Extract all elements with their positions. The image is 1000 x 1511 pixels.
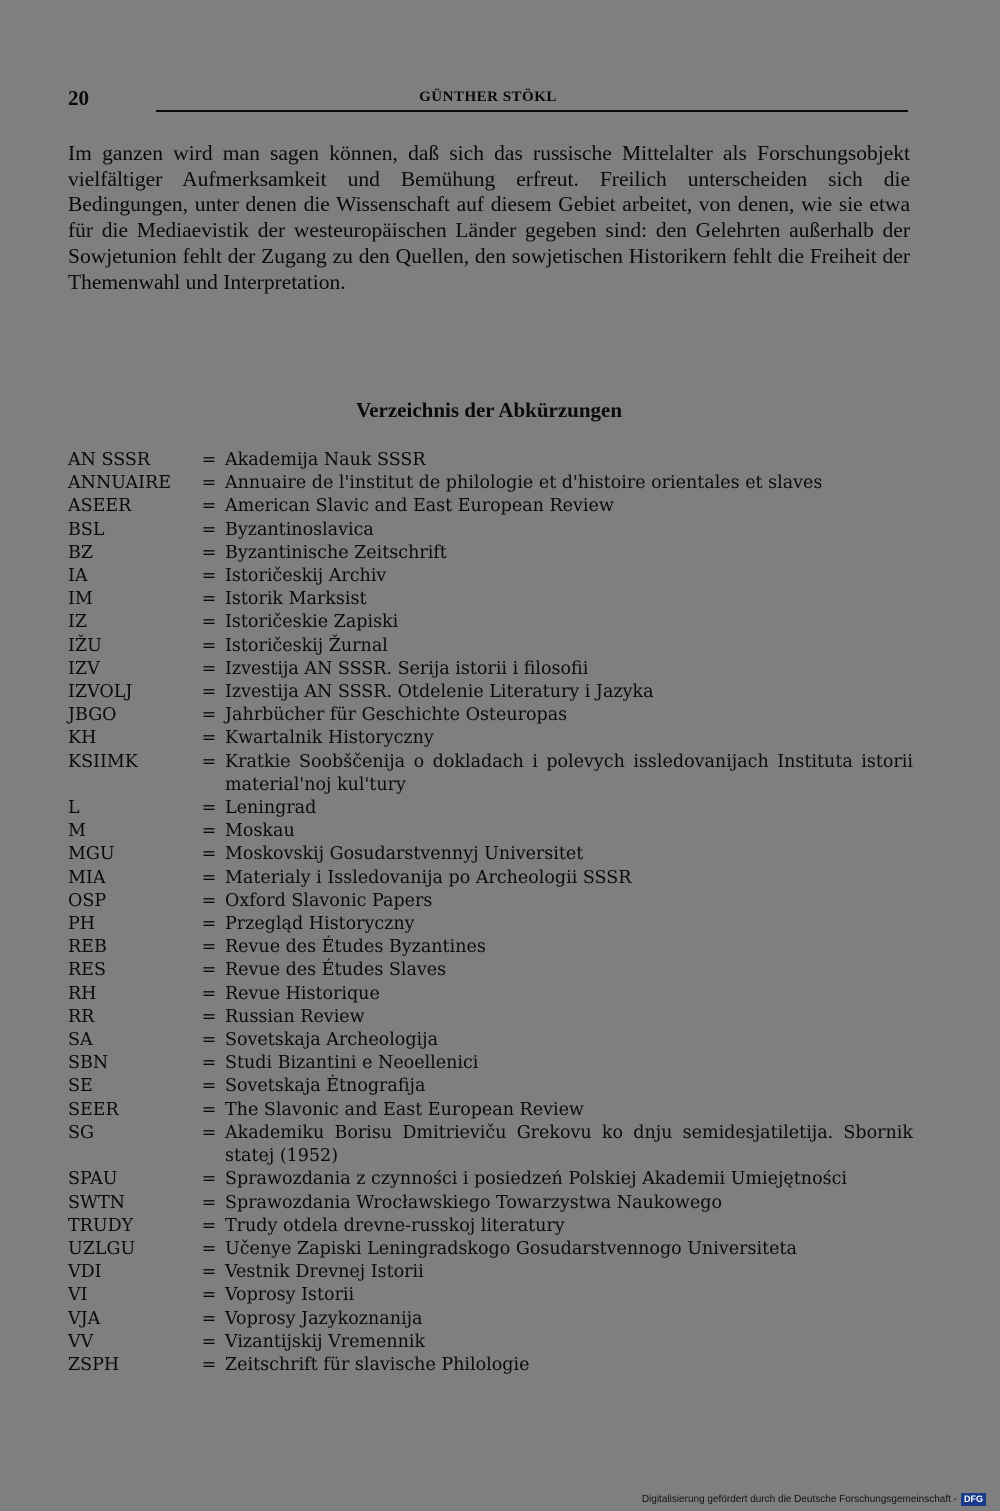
page-number: 20 xyxy=(68,86,89,110)
abbreviation-term: AN SSSR xyxy=(68,450,151,470)
abbreviation-row xyxy=(68,1308,913,1331)
abbreviation-expansion: Revue Historique xyxy=(225,983,380,1004)
abbreviation-expansion: Jahrbücher für Geschichte Osteuropas xyxy=(225,705,568,726)
abbreviation-expansion: Leningrad xyxy=(225,798,317,819)
abbreviation-expansion: Voprosy Jazykoznanija xyxy=(225,1308,423,1329)
abbreviation-row xyxy=(68,867,913,890)
abbreviation-term: SA xyxy=(68,1030,93,1051)
equals-sign: = xyxy=(201,728,217,749)
abbreviation-term: TRUDY xyxy=(68,1215,134,1236)
equals-sign: = xyxy=(201,1215,217,1236)
abbreviation-row xyxy=(68,542,913,565)
abbreviation-term: SPAU xyxy=(68,1169,118,1190)
equals-sign: = xyxy=(201,1006,217,1027)
equals-sign: = xyxy=(201,1192,217,1213)
abbreviation-expansion: Istoričeskij Archiv xyxy=(225,566,387,587)
section-title: Verzeichnis der Abkürzungen xyxy=(355,398,623,422)
abbreviation-row xyxy=(68,1006,913,1029)
abbreviation-expansion: Moskau xyxy=(225,821,295,842)
abbreviation-term: IZV xyxy=(68,658,100,679)
running-head: GÜNTHER STÖKL xyxy=(419,89,557,105)
abbreviation-expansion: Akademiku Borisu Dmitrieviču Grekovu ko dnju semidesjatiletija. Sbornik statej (1952) xyxy=(225,1122,913,1167)
abbreviation-row xyxy=(68,611,913,634)
abbreviation-row xyxy=(68,1192,913,1215)
abbreviation-row xyxy=(68,983,913,1006)
abbreviation-term: BZ xyxy=(68,542,94,563)
abbreviation-row xyxy=(68,1284,913,1307)
abbreviation-expansion: Sovetskaja Ėtnografija xyxy=(225,1076,426,1097)
abbreviation-expansion: Annuaire de l'institut de philologie et d'histoire orientales et slaves xyxy=(225,473,823,494)
body-paragraph: Im ganzen wird man sagen können, daß sich das russische Mittelalter als Forschungsobjekt vielfältiger Aufmerksamkeit und Bemühung erfreut. Freilich unterscheiden sich die Bedingungen, unter denen die Wissenschaft auf diesem Gebiet arbeitet, von denen, wie sie etwa für die Mediaevistik der westeuropäischen Länder gegeben sind: den Gelehrten außerhalb der Sowjetunion fehlt der Zugang zu den Quellen, den sowjetischen Historikern fehlt die Freiheit der Themenwahl und Interpretation. xyxy=(68,141,910,294)
abbreviation-term: RR xyxy=(68,1006,95,1027)
abbreviation-row xyxy=(68,727,913,750)
equals-sign: = xyxy=(201,1262,217,1283)
equals-sign: = xyxy=(201,519,217,540)
equals-sign: = xyxy=(201,658,217,679)
abbreviation-term: REB xyxy=(68,937,107,958)
equals-sign: = xyxy=(201,821,217,842)
header-rule xyxy=(156,110,908,112)
equals-sign: = xyxy=(201,867,217,888)
equals-sign: = xyxy=(201,612,217,633)
abbreviation-term: IZVOLJ xyxy=(68,682,133,703)
abbreviation-row xyxy=(68,658,913,681)
equals-sign: = xyxy=(201,1076,217,1097)
abbreviation-term: IM xyxy=(68,589,93,610)
abbreviation-expansion: Byzantinoslavica xyxy=(225,519,374,540)
abbreviation-expansion: Materialy i Issledovanija po Archeologii SSSR xyxy=(225,867,632,888)
abbreviation-expansion: Russian Review xyxy=(225,1006,365,1027)
abbreviation-term: VI xyxy=(68,1285,88,1306)
abbreviation-row xyxy=(68,519,913,542)
equals-sign: = xyxy=(201,983,217,1004)
equals-sign: = xyxy=(201,937,217,958)
abbreviation-term: VDI xyxy=(68,1262,102,1283)
abbreviation-row xyxy=(68,588,913,611)
abbreviation-row xyxy=(68,1029,913,1052)
abbreviation-expansion: The Slavonic and East European Review xyxy=(225,1099,584,1120)
abbreviation-term: UZLGU xyxy=(68,1238,136,1259)
abbreviation-term: MGU xyxy=(68,844,115,865)
abbreviation-row xyxy=(68,681,913,704)
equals-sign: = xyxy=(201,1285,217,1306)
abbreviation-expansion: Istoričeskij Žurnal xyxy=(225,635,388,656)
abbreviation-expansion: Przegląd Historyczny xyxy=(225,914,415,935)
digitization-credit xyxy=(642,1493,986,1506)
abbreviation-expansion: Izvestija AN SSSR. Serija istorii i filosofii xyxy=(225,658,589,679)
abbreviation-expansion: Akademija Nauk SSSR xyxy=(225,450,426,470)
equals-sign: = xyxy=(201,682,217,703)
equals-sign: = xyxy=(201,1122,217,1143)
equals-sign: = xyxy=(201,960,217,981)
abbreviation-term: VJA xyxy=(68,1308,101,1329)
equals-sign: = xyxy=(201,798,217,819)
abbreviation-term: BSL xyxy=(68,519,105,540)
abbreviation-expansion: Vestnik Drevnej Istorii xyxy=(225,1262,424,1283)
abbreviation-term: IŽU xyxy=(68,635,102,656)
dfg-logo: DFG xyxy=(961,1493,986,1506)
abbreviation-expansion: Moskovskij Gosudarstvennyj Universitet xyxy=(225,844,584,865)
abbreviation-term: KH xyxy=(68,728,97,749)
equals-sign: = xyxy=(201,1053,217,1074)
abbreviation-term: IZ xyxy=(68,612,88,633)
page-header xyxy=(68,86,908,114)
equals-sign: = xyxy=(201,635,217,656)
abbreviation-expansion: Sprawozdania Wrocławskiego Towarzystwa Naukowego xyxy=(225,1192,723,1213)
equals-sign: = xyxy=(201,1354,217,1375)
equals-sign: = xyxy=(201,566,217,587)
abbreviation-row xyxy=(68,704,913,727)
abbreviation-term: M xyxy=(68,821,86,842)
abbreviation-row xyxy=(68,1052,913,1075)
equals-sign: = xyxy=(201,1308,217,1329)
abbreviation-row xyxy=(68,751,913,797)
abbreviation-row xyxy=(68,1331,913,1354)
abbreviation-row xyxy=(68,936,913,959)
equals-sign: = xyxy=(201,1169,217,1190)
abbreviation-expansion: American Slavic and East European Review xyxy=(225,496,614,517)
abbreviation-term: PH xyxy=(68,914,96,935)
equals-sign: = xyxy=(201,844,217,865)
abbreviation-row xyxy=(68,1261,913,1284)
abbreviation-expansion: Učenye Zapiski Leningradskogo Gosudarstvennogo Universiteta xyxy=(225,1238,797,1259)
abbreviation-term: ANNUAIRE xyxy=(68,473,171,494)
equals-sign: = xyxy=(201,473,217,494)
abbreviation-row xyxy=(68,1099,913,1122)
abbreviation-term: SBN xyxy=(68,1053,109,1074)
abbreviation-term: RH xyxy=(68,983,97,1004)
equals-sign: = xyxy=(201,589,217,610)
abbreviation-expansion: Istorik Marksist xyxy=(225,589,367,610)
abbreviation-term: SE xyxy=(68,1076,93,1097)
abbreviation-row xyxy=(68,449,913,472)
equals-sign: = xyxy=(201,542,217,563)
abbreviation-expansion: Izvestija AN SSSR. Otdelenie Literatury i Jazyka xyxy=(225,682,654,703)
abbreviation-expansion: Istoričeskie Zapiski xyxy=(225,612,399,633)
abbreviation-row xyxy=(68,1354,913,1377)
abbreviation-term: MIA xyxy=(68,867,106,888)
abbreviation-expansion: Zeitschrift für slavische Philologie xyxy=(225,1354,530,1375)
abbreviation-row xyxy=(68,1215,913,1238)
abbreviation-row xyxy=(68,913,913,936)
equals-sign: = xyxy=(201,1238,217,1259)
abbreviation-row xyxy=(68,890,913,913)
abbreviation-term: IA xyxy=(68,566,88,587)
abbreviation-row xyxy=(68,959,913,982)
equals-sign: = xyxy=(201,705,217,726)
credit-text: Digitalisierung gefördert durch die Deutsche Forschungsgemeinschaft - xyxy=(641,1494,957,1505)
abbreviation-term: VV xyxy=(68,1331,94,1352)
equals-sign: = xyxy=(201,1331,217,1352)
abbreviation-expansion: Kwartalnik Historyczny xyxy=(225,728,434,749)
abbreviation-term: SWTN xyxy=(68,1192,125,1213)
abbreviation-expansion: Revue des Études Slaves xyxy=(225,960,447,981)
abbreviation-expansion: Voprosy Istorii xyxy=(225,1285,355,1306)
abbreviation-term: ASEER xyxy=(68,496,132,517)
abbreviation-expansion: Revue des Études Byzantines xyxy=(225,937,486,958)
abbreviation-expansion: Byzantinische Zeitschrift xyxy=(225,542,447,563)
abbreviation-term: JBGO xyxy=(68,705,117,726)
abbreviation-row xyxy=(68,565,913,588)
abbreviation-expansion: Oxford Slavonic Papers xyxy=(225,890,433,911)
equals-sign: = xyxy=(201,1099,217,1120)
abbreviation-term: SEER xyxy=(68,1099,119,1120)
equals-sign: = xyxy=(201,496,217,517)
abbreviation-term: SG xyxy=(68,1122,94,1143)
abbreviation-term: KSIIMK xyxy=(68,751,138,772)
equals-sign: = xyxy=(201,914,217,935)
abbreviation-row xyxy=(68,797,913,820)
equals-sign: = xyxy=(201,751,217,772)
abbreviation-row xyxy=(68,1238,913,1261)
abbreviation-expansion: Vizantijskij Vremennik xyxy=(225,1331,426,1352)
abbreviation-expansion: Sprawozdania z czynności i posiedzeń Polskiej Akademii Umiejętności xyxy=(225,1169,847,1190)
abbreviation-row xyxy=(68,1075,913,1098)
abbreviation-row xyxy=(68,495,913,518)
equals-sign: = xyxy=(201,890,217,911)
abbreviation-term: L xyxy=(68,798,80,819)
abbreviation-term: ZSPH xyxy=(68,1354,120,1375)
abbreviation-list xyxy=(68,449,913,1377)
abbreviation-expansion: Sovetskaja Archeologija xyxy=(225,1030,438,1051)
abbreviation-term: OSP xyxy=(68,890,107,911)
abbreviation-row xyxy=(68,1168,913,1191)
abbreviation-row xyxy=(68,820,913,843)
abbreviation-expansion: Trudy otdela drevne-russkoj literatury xyxy=(225,1215,565,1236)
abbreviation-row xyxy=(68,843,913,866)
abbreviation-expansion: Kratkie Soobščenija o dokladach i polevych issledovanijach Instituta istorii material'noj kul'tury xyxy=(225,751,913,795)
abbreviation-row xyxy=(68,1122,913,1168)
equals-sign: = xyxy=(201,450,217,470)
abbreviation-term: RES xyxy=(68,960,106,981)
abbreviation-row xyxy=(68,635,913,658)
abbreviation-row xyxy=(68,472,913,495)
abbreviation-expansion: Studi Bizantini e Neoellenici xyxy=(225,1053,479,1074)
equals-sign: = xyxy=(201,1030,217,1051)
